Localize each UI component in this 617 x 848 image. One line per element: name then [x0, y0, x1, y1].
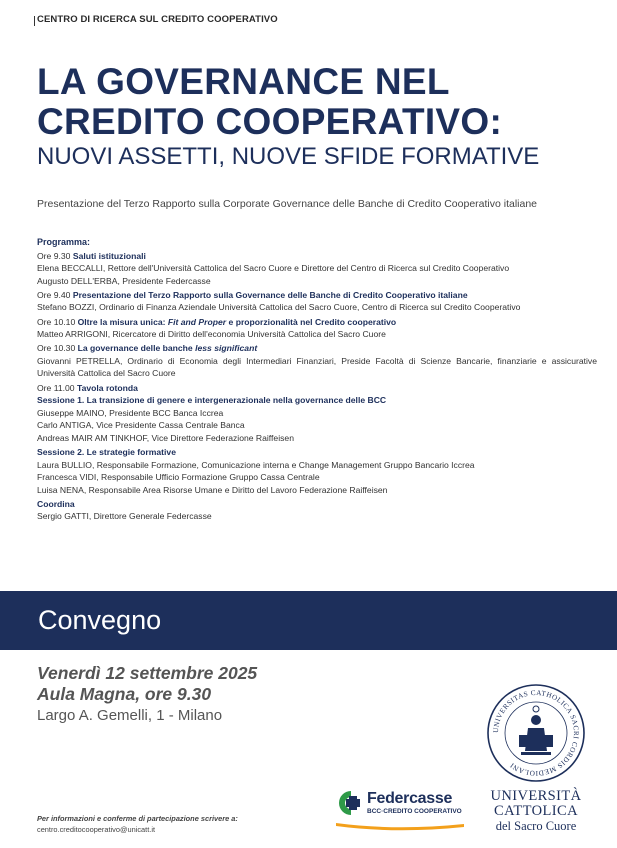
item-title: Presentazione del Terzo Rapporto sulla Governance delle Banche di Credito Cooperativo italiane [72, 289, 468, 300]
speaker-name: Giovanni PETRELLA [37, 355, 120, 366]
speaker-name: Laura BULLIO [37, 459, 92, 470]
speaker [37, 262, 597, 275]
speaker-name: Sergio GATTI [37, 511, 89, 522]
event-date: Venerdì 12 settembre 2025 [37, 663, 258, 683]
footer-info-text: Per informazioni e conferme di partecipazione scrivere a: [37, 814, 238, 823]
speaker [37, 355, 597, 380]
speaker-name: Elena BECCALLI [37, 263, 103, 274]
speaker-role: , Presidente Federcasse [117, 275, 211, 286]
federcasse-subtitle: BCC·CREDITO COOPERATIVO [367, 808, 462, 815]
speaker-role: , Ordinario di Finanza Aziendale Università Cattolica del Sacro Cuore, Centro di Ricerca sul Credito Cooperativo [94, 302, 521, 313]
item-time: Ore 10.30 [37, 343, 76, 354]
convegno-banner [0, 591, 617, 650]
speaker [37, 471, 597, 484]
university-line-3: del Sacro Cuore [495, 819, 577, 833]
federcasse-logo [336, 787, 466, 833]
program [37, 236, 597, 523]
speaker [37, 275, 597, 288]
speaker-name: Andreas MAIR AM TINKHOF [37, 432, 147, 443]
speaker-name: Francesca VIDI [37, 472, 97, 483]
event-address: Largo A. Gemelli, 1 - Milano [37, 707, 223, 724]
speaker-role: , Ricercatore di Diritto dell'economia Università Cattolica del Sacro Cuore [107, 329, 386, 340]
footer-info [37, 813, 238, 835]
university-logo [480, 789, 592, 833]
speaker-name: Carlo ANTIGA [37, 420, 92, 431]
speaker [37, 407, 597, 420]
banner-label: Convegno [38, 605, 162, 635]
speaker [37, 432, 597, 445]
contact-email-link[interactable]: centro.creditocooperativo@unicatt.it [37, 825, 156, 834]
speaker-role: , Vice Direttore Federazione Raiffeisen [146, 432, 294, 443]
program-item [37, 316, 597, 341]
coordina-label: Coordina [37, 498, 75, 509]
speaker-name: Stefano BOZZI [37, 302, 95, 313]
session-title: Sessione 1. La transizione di genere e intergenerazionale nella governance delle BCC [37, 395, 387, 406]
speaker-role: , Direttore Generale Federcasse [88, 511, 212, 522]
speaker-name: Luisa NENA [37, 484, 84, 495]
speaker-role: , Presidente BCC Banca Iccrea [104, 407, 224, 418]
program-item [37, 289, 597, 314]
event-place: Aula Magna, ore 9.30 [37, 684, 212, 704]
program-item [37, 382, 597, 497]
item-time: Ore 9.40 [37, 289, 71, 300]
speaker-name: Augusto DELL'ERBA [37, 275, 118, 286]
speaker [37, 484, 597, 497]
speaker [37, 459, 597, 472]
program-heading: Programma: [37, 237, 91, 247]
item-time: Ore 11.00 [37, 382, 75, 393]
title-line-2: CREDITO COOPERATIVO: [37, 101, 503, 142]
item-title: Oltre la misura unica: Fit and Proper e proporzionalità nel Credito cooperativo [77, 316, 397, 327]
document-title [37, 62, 607, 172]
speaker-role: , Responsabile Area Risorse Umane e Diritto del Lavoro Federazione Raiffeisen [83, 484, 388, 495]
program-item [37, 342, 597, 380]
event-details [37, 663, 257, 726]
speaker [37, 301, 597, 314]
university-line-1: UNIVERSITÀ [490, 788, 582, 804]
subtitle: Presentazione del Terzo Rapporto sulla Corporate Governance delle Banche di Credito Cooperativo italiane [37, 198, 538, 210]
speaker-name: Matteo ARRIGONI [37, 329, 108, 340]
university-line-2: CATTOLICA [494, 803, 578, 819]
program-item [37, 250, 597, 288]
speaker [37, 419, 597, 432]
session-title: Sessione 2. Le strategie formative [37, 447, 176, 457]
speaker-role: , Rettore dell'Università Cattolica del Sacro Cuore e Direttore del Centro di Ricerca sul Credito Cooperativo [102, 263, 510, 274]
speaker-role: , Responsabile Formazione, Comunicazione interna e Change Management Gruppo Bancario Iccrea [91, 459, 475, 470]
item-title: La governance delle banche less significant [77, 343, 258, 354]
speaker [37, 510, 597, 523]
item-title: Saluti istituzionali [72, 250, 146, 261]
svg-text:UNIVERSITAS CATHOLICA SACRI CO: UNIVERSITAS CATHOLICA SACRI CORDIS MEDIOLANI [491, 688, 581, 778]
speaker-role: , Ordinario di Economia degli Intermediari Finanziari, Preside Facoltà di Scienze Bancarie, finanziarie e assicurative Università Cattolica del Sacro Cuore [37, 355, 597, 379]
speaker-role: , Responsabile Ufficio Formazione Gruppo Cassa Centrale [96, 472, 320, 483]
speaker [37, 328, 597, 341]
speaker-name: Giuseppe MAINO [37, 407, 105, 418]
title-line-1: LA GOVERNANCE NEL [37, 61, 450, 102]
item-title: Tavola rotonda [76, 382, 138, 393]
title-line-3: NUOVI ASSETTI, NUOVE SFIDE FORMATIVE [37, 143, 540, 170]
item-time: Ore 10.10 [37, 316, 76, 327]
federcasse-logo-icon [336, 787, 368, 823]
federcasse-name: Federcasse [367, 790, 453, 807]
federcasse-swoosh-icon [336, 821, 466, 831]
speaker-role: , Vice Presidente Cassa Centrale Banca [91, 420, 245, 431]
university-seal-icon [486, 683, 586, 783]
header-org: CENTRO DI RICERCA SUL CREDITO COOPERATIVO [37, 14, 278, 25]
item-time: Ore 9.30 [37, 250, 71, 261]
